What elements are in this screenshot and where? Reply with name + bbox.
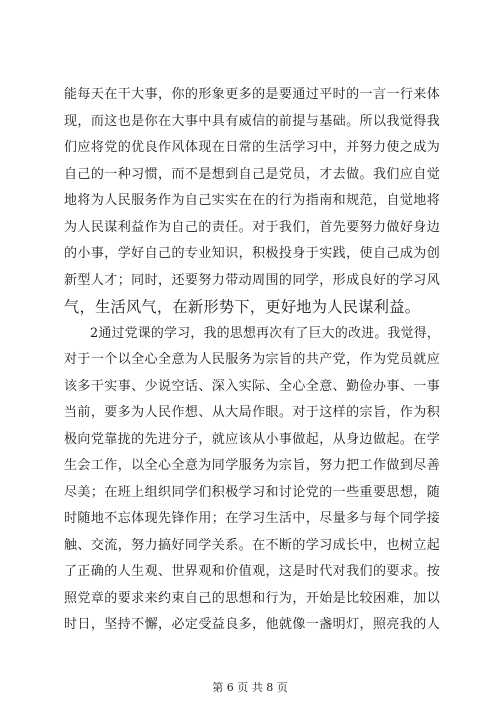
text-line: 能每天在干大事，你的形象更多的是要通过平时的一言一行来体 [64, 87, 440, 102]
text-line: 当前，要多为人民作想、从大局作眼。对于这样的宗旨，作为积 [64, 405, 440, 420]
text-line: 照党章的要求来约束自己的思想和行为，开始是比较困难，加以 [64, 590, 440, 606]
text-line: 的小事，学好自己的专业知识，积极投身于实践，使自己成为创 [64, 246, 440, 261]
text-line: 们应将党的优良作风体现在日常的生活学习中，并努力使之成为 [64, 140, 440, 155]
text-line: 为人民谋利益作为自己的责任。对于我们，首先要努力做好身边 [64, 219, 440, 235]
text-line: 地将为人民服务作为自己实实在在的行为指南和规范，自觉地将 [64, 193, 440, 208]
text-line: 极向党靠拢的先进分子，就应该从小事做起，从身边做起。在学 [64, 431, 440, 447]
text-line: 现，而这也是你在大事中具有威信的前提与基础。所以我觉得我 [64, 113, 440, 129]
text-line: 了正确的人生观、世界观和价值观，这是时代对我们的要求。按 [64, 564, 440, 579]
text-line: 时随地不忘体现先锋作用；在学习生活中，尽量多与每个同学接 [64, 511, 440, 526]
text-line-indented: 2通过党课的学习，我的思想再次有了巨大的改进。我觉得， [90, 325, 440, 341]
page-number-footer: 第 6 页 共 8 页 [212, 681, 288, 694]
text-line: 气，生活风气，在新形势下，更好地为人民谋利益。 [64, 298, 421, 316]
document-body [64, 82, 440, 639]
text-line: 新型人才；同时，还要努力带动周围的同学，形成良好的学习风 [64, 272, 440, 288]
text-line: 生会工作，以全心全意为同学服务为宗旨，努力把工作做到尽善 [64, 458, 440, 473]
text-line: 触、交流，努力搞好同学关系。在不断的学习成长中，也树立起 [64, 537, 440, 553]
text-line: 时日，坚持不懈，必定受益良多，他就像一盏明灯，照亮我的人 [64, 617, 440, 632]
text-line: 尽美；在班上组织同学们积极学习和讨论党的一些重要思想，随 [64, 484, 440, 500]
text-line: 该多干实事、少说空话、深入实际、全心全意、勤俭办事、一事 [64, 378, 440, 394]
text-line: 对于一个以全心全意为人民服务为宗旨的共产党，作为党员就应 [64, 352, 440, 367]
text-line: 自己的一种习惯，而不是想到自己是党员，才去做。我们应自觉 [64, 166, 440, 182]
